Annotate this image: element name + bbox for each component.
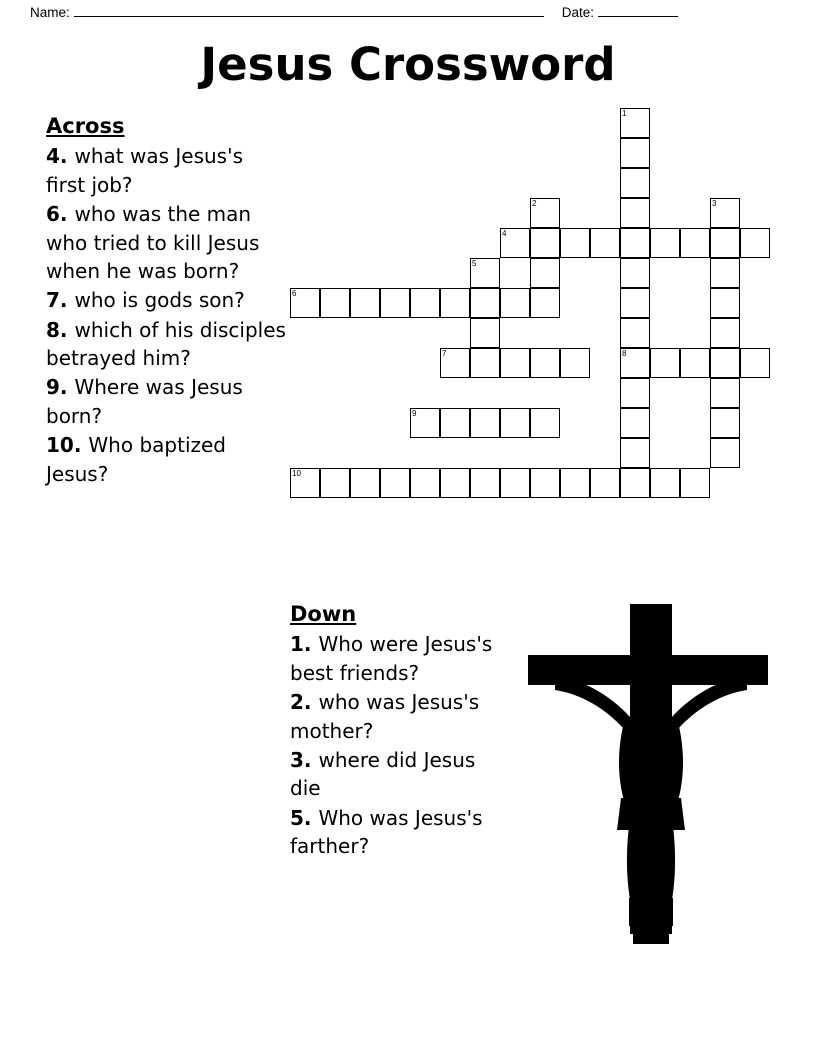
down-clue-number: 1. [290, 632, 319, 657]
across-clue [46, 316, 286, 373]
grid-cell[interactable] [710, 258, 740, 288]
down-clue-text: Who was Jesus's farther? [290, 805, 483, 859]
grid-cell[interactable] [500, 468, 530, 498]
across-clue-list [46, 112, 286, 489]
grid-cell[interactable] [650, 348, 680, 378]
grid-cell[interactable] [380, 468, 410, 498]
down-clue [290, 630, 505, 687]
grid-cell[interactable] [530, 228, 560, 258]
across-clue-number: 7. [46, 288, 75, 313]
down-heading: Down [290, 602, 357, 626]
grid-cell-number: 5 [472, 259, 477, 268]
grid-cell[interactable] [680, 468, 710, 498]
grid-cell-numbered[interactable] [410, 408, 440, 438]
grid-cell-number: 6 [292, 289, 297, 298]
grid-cell[interactable] [350, 468, 380, 498]
grid-cell-numbered[interactable] [620, 348, 650, 378]
across-clue-text: who is gods son? [74, 288, 245, 313]
across-clue-number: 6. [46, 202, 75, 227]
grid-cell[interactable] [560, 228, 590, 258]
across-clue-text: who was the man who tried to kill Jesus when he was born? [46, 202, 260, 283]
down-clue-number: 5. [290, 805, 319, 830]
across-clue-number: 10. [46, 433, 89, 458]
down-clue [290, 804, 505, 861]
grid-cell[interactable] [440, 408, 470, 438]
grid-cell[interactable] [710, 228, 740, 258]
page-title: Jesus Crossword [200, 38, 616, 91]
grid-cell[interactable] [350, 288, 380, 318]
grid-cell[interactable] [620, 228, 650, 258]
grid-cell[interactable] [320, 288, 350, 318]
down-clue-number: 2. [290, 690, 319, 715]
grid-cell[interactable] [620, 318, 650, 348]
grid-cell[interactable] [530, 288, 560, 318]
grid-cell[interactable] [680, 228, 710, 258]
grid-cell-number: 8 [622, 349, 627, 358]
grid-cell-number: 9 [412, 409, 417, 418]
grid-cell[interactable] [710, 348, 740, 378]
grid-cell[interactable] [740, 348, 770, 378]
grid-cell[interactable] [650, 468, 680, 498]
grid-cell[interactable] [500, 288, 530, 318]
grid-cell[interactable] [710, 318, 740, 348]
down-clue-text: who was Jesus's mother? [290, 690, 480, 743]
grid-cell-number: 4 [502, 229, 507, 238]
across-clue-text: Who baptized Jesus? [46, 433, 226, 486]
crossword-grid[interactable] [290, 108, 780, 508]
across-clue-number: 4. [46, 144, 75, 169]
grid-cell[interactable] [620, 138, 650, 168]
date-label: Date: [561, 5, 595, 20]
across-heading: Across [46, 114, 125, 138]
grid-cell[interactable] [470, 318, 500, 348]
across-clue [46, 142, 286, 199]
across-clue-text: Where was Jesus born? [46, 375, 243, 428]
grid-cell[interactable] [440, 468, 470, 498]
grid-cell[interactable] [470, 408, 500, 438]
across-clue-text: which of his disciples betrayed him? [46, 317, 286, 371]
grid-cell-numbered[interactable] [290, 288, 320, 318]
grid-cell[interactable] [410, 288, 440, 318]
grid-cell[interactable] [320, 468, 350, 498]
grid-cell[interactable] [710, 378, 740, 408]
across-clue-number: 9. [46, 375, 75, 400]
grid-cell[interactable] [680, 348, 710, 378]
grid-cell[interactable] [560, 468, 590, 498]
grid-cell[interactable] [470, 348, 500, 378]
grid-cell[interactable] [380, 288, 410, 318]
grid-cell[interactable] [620, 258, 650, 288]
grid-cell-number: 3 [712, 199, 717, 208]
grid-cell[interactable] [590, 468, 620, 498]
grid-cell[interactable] [500, 348, 530, 378]
down-clue [290, 688, 505, 745]
name-write-line[interactable] [74, 4, 544, 17]
down-clue [290, 746, 505, 803]
across-clue [46, 431, 286, 488]
date-write-line[interactable] [598, 4, 678, 17]
grid-cell[interactable] [620, 198, 650, 228]
grid-cell[interactable] [740, 228, 770, 258]
grid-cell[interactable] [440, 288, 470, 318]
grid-cell[interactable] [590, 228, 620, 258]
crucifix-silhouette [525, 598, 775, 948]
across-clue [46, 200, 286, 285]
down-clue-text: Who were Jesus's best friends? [290, 632, 493, 685]
grid-cell-numbered[interactable] [290, 468, 320, 498]
grid-cell-numbered[interactable] [470, 258, 500, 288]
grid-cell[interactable] [620, 378, 650, 408]
across-clue-text: what was Jesus's first job? [46, 144, 243, 197]
down-clue-number: 3. [290, 747, 319, 772]
grid-cell[interactable] [530, 468, 560, 498]
grid-cell[interactable] [710, 408, 740, 438]
down-clue-list [290, 600, 505, 861]
grid-cell-number: 1 [622, 109, 627, 118]
grid-cell[interactable] [560, 348, 590, 378]
grid-cell-numbered[interactable] [440, 348, 470, 378]
grid-cell[interactable] [620, 408, 650, 438]
grid-cell[interactable] [710, 288, 740, 318]
grid-cell-numbered[interactable] [530, 198, 560, 228]
grid-cell[interactable] [470, 468, 500, 498]
grid-cell[interactable] [530, 408, 560, 438]
grid-cell[interactable] [530, 258, 560, 288]
grid-cell-number: 2 [532, 199, 537, 208]
grid-cell-number: 10 [292, 469, 301, 478]
grid-cell[interactable] [410, 468, 440, 498]
grid-cell[interactable] [620, 468, 650, 498]
grid-cell[interactable] [710, 438, 740, 468]
grid-cell-numbered[interactable] [500, 228, 530, 258]
across-clue [46, 286, 286, 314]
grid-cell[interactable] [530, 348, 560, 378]
across-clue-number: 8. [46, 317, 75, 342]
across-clue [46, 373, 286, 430]
grid-cell[interactable] [650, 228, 680, 258]
grid-cell[interactable] [620, 438, 650, 468]
down-clue-text: where did Jesus die [290, 747, 476, 801]
grid-cell[interactable] [620, 168, 650, 198]
name-label: Name: [30, 5, 70, 20]
grid-cell-number: 7 [442, 349, 447, 358]
grid-cell[interactable] [620, 288, 650, 318]
worksheet-header [30, 4, 786, 20]
grid-cell[interactable] [470, 288, 500, 318]
grid-cell[interactable] [500, 408, 530, 438]
grid-cell-numbered[interactable] [710, 198, 740, 228]
grid-cell-numbered[interactable] [620, 108, 650, 138]
